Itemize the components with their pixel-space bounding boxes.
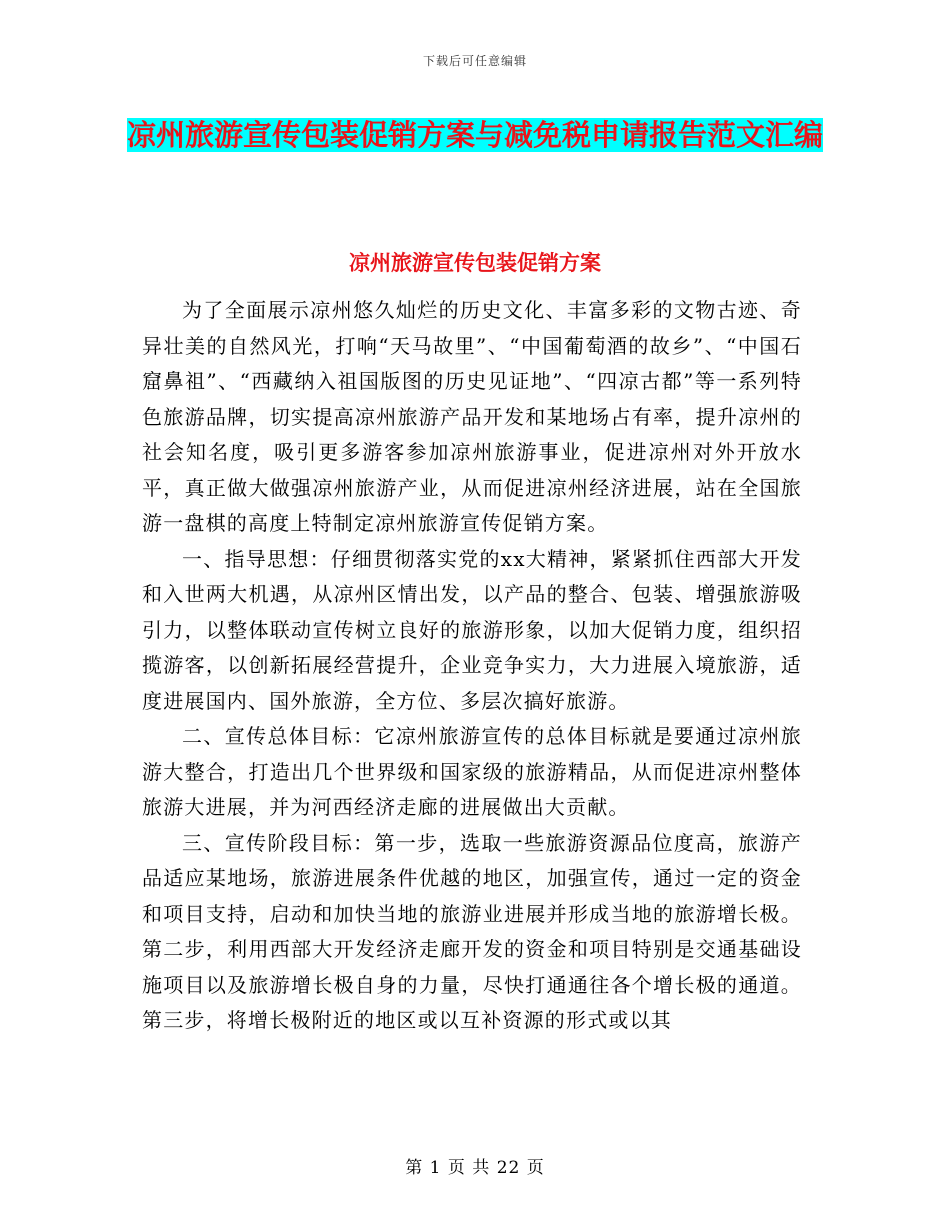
section-title: 凉州旅游宣传包装促销方案 — [349, 250, 601, 275]
document-title — [120, 112, 830, 158]
page-header-note: 下载后可任意编辑 — [422, 54, 527, 68]
page-footer: 第 1 页 共 22 页 — [405, 1158, 545, 1178]
paragraph: 三、宣传阶段目标：第一步，选取一些旅游资源品位度高，旅游产品适应某地场，旅游进展条件优越的地区，加强宣传，通过一定的资金和项目支持，启动和加快当地的旅游业进展并形成当地的旅游增长极。第二步，利用西部大开发经济走廊开发的资金和项目特别是交通基础设施项目以及旅游增长极自身的力量，尽快打通通往各个增长极的通道。第三步，将增长极附近的地区或以互补资源的形式或以其 — [142, 830, 802, 1032]
paragraph: 二、宣传总体目标：它凉州旅游宣传的总体目标就是要通过凉州旅游大整合，打造出几个世界级和国家级的旅游精品，从而促进凉州整体旅游大进展，并为河西经济走廊的进展做出大贡献。 — [142, 724, 802, 819]
body-text — [142, 293, 802, 1039]
document-title-text: 凉州旅游宣传包装促销方案与减免税申请报告范文汇编 — [126, 118, 823, 152]
paragraph: 一、指导思想：仔细贯彻落实党的xx大精神，紧紧抓住西部大开发和入世两大机遇，从凉州区情出发，以产品的整合、包装、增强旅游吸引力，以整体联动宣传树立良好的旅游形象，以加大促销力度，组织招揽游客，以创新拓展经营提升，企业竞争实力，大力进展入境旅游，适度进展国内、国外旅游，全方位、多层次搞好旅游。 — [142, 546, 802, 713]
paragraph: 为了全面展示凉州悠久灿烂的历史文化、丰富多彩的文物古迹、奇异壮美的自然风光，打响“天马故里”、“中国葡萄酒的故乡”、“中国石窟鼻祖”、“西藏纳入祖国版图的历史见证地”、“四凉古都”等一系列特色旅游品牌，切实提高凉州旅游产品开发和某地场占有率，提升凉州的社会知名度，吸引更多游客参加凉州旅游事业，促进凉州对外开放水平，真正做大做强凉州旅游产业，从而促进凉州经济进展，站在全国旅游一盘棋的高度上特制定凉州旅游宣传促销方案。 — [142, 298, 802, 535]
